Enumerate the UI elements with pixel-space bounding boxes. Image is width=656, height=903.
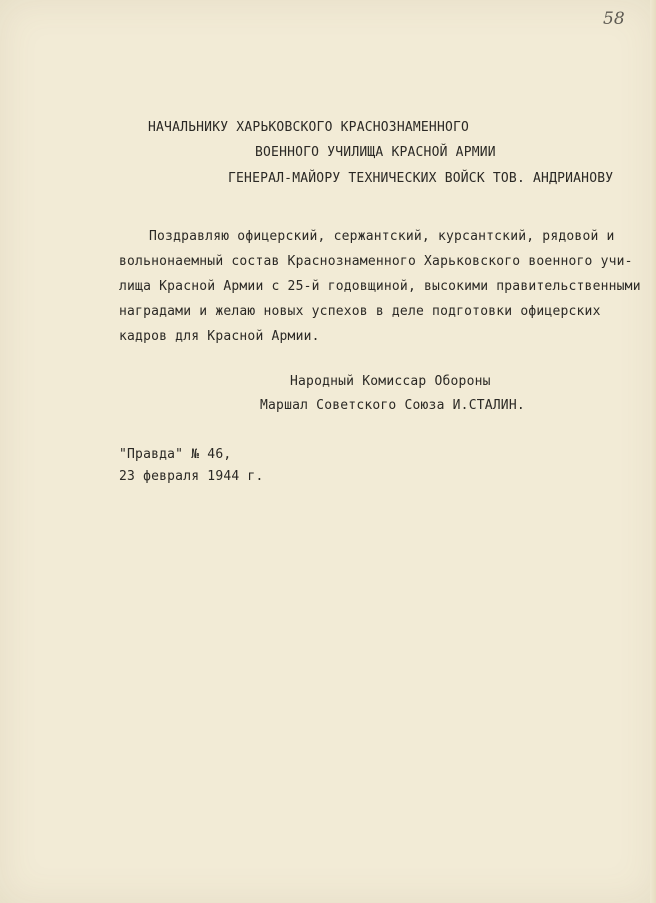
page-number: 58 xyxy=(603,9,625,29)
page-edge xyxy=(650,0,656,903)
body-line: вольнонаемный состав Краснознаменного Харьковского военного учи- xyxy=(119,254,633,269)
address-line-2: ВОЕННОГО УЧИЛИЩА КРАСНОЙ АРМИИ xyxy=(255,145,496,160)
source-publication: "Правда" № 46, xyxy=(119,447,232,462)
source-date: 23 февраля 1944 г. xyxy=(119,469,264,484)
body-line: кадров для Красной Армии. xyxy=(119,329,320,344)
body-line: Поздравляю офицерский, сержантский, курсантский, рядовой и xyxy=(149,229,615,244)
address-line-3: ГЕНЕРАЛ-МАЙОРУ ТЕХНИЧЕСКИХ ВОЙСК ТОВ. АНДРИАНОВУ xyxy=(228,171,614,186)
body-line: лища Красной Армии с 25-й годовщиной, высокими правительственными xyxy=(119,279,641,294)
signature-name: Маршал Советского Союза И.СТАЛИН. xyxy=(260,398,525,413)
body-line: наградами и желаю новых успехов в деле подготовки офицерских xyxy=(119,304,601,319)
signature-title: Народный Комиссар Обороны xyxy=(290,374,491,389)
address-line-1: НАЧАЛЬНИКУ ХАРЬКОВСКОГО КРАСНОЗНАМЕННОГО xyxy=(148,120,470,135)
